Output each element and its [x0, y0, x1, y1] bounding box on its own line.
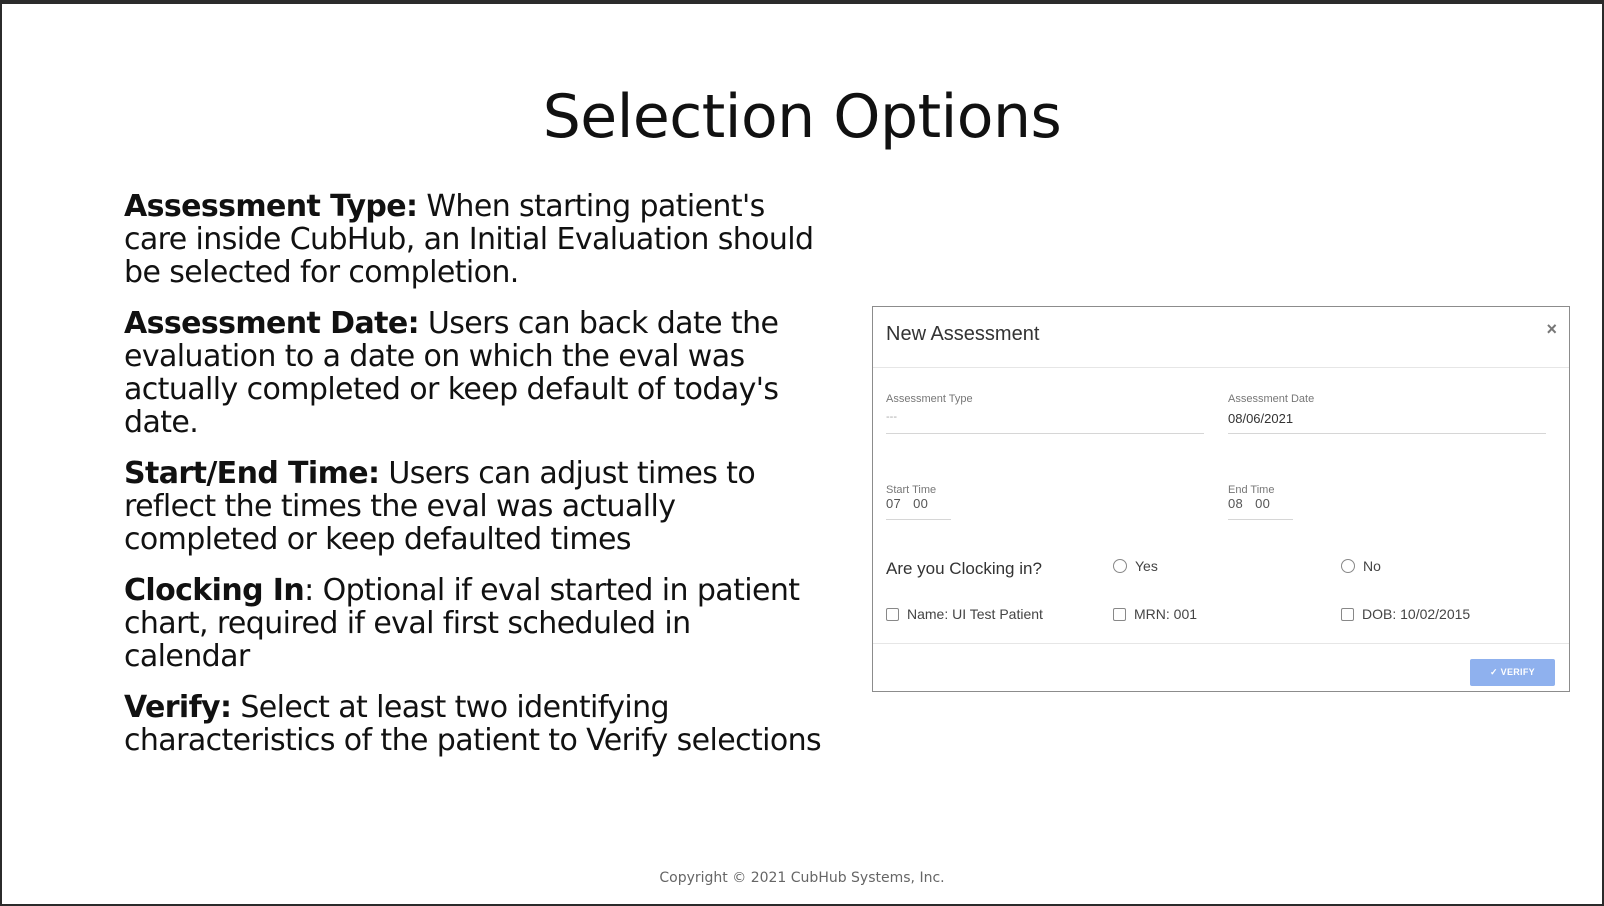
assessment-date-input[interactable]: [1228, 393, 1546, 434]
checkbox-name-label: Name: UI Test Patient: [907, 606, 1043, 622]
assessment-date-label: Assessment Date: [1228, 393, 1315, 405]
radio-yes[interactable]: [1113, 558, 1158, 574]
end-time-value: [1228, 496, 1293, 520]
bullet-text: Users can back date the evaluation to a date on which the eval was actually completed or keep default of today's date.: [124, 306, 779, 440]
bullet-term: Start/End Time:: [124, 456, 380, 491]
start-time-hour[interactable]: 07: [886, 496, 902, 511]
end-time-hour[interactable]: 08: [1228, 496, 1244, 511]
bullet-list: [124, 190, 824, 775]
start-time-input[interactable]: [886, 484, 951, 520]
end-time-input[interactable]: [1228, 484, 1293, 520]
bullet-term: Clocking In: [124, 573, 305, 608]
start-time-value: [886, 496, 951, 520]
checkbox-icon: [886, 608, 899, 621]
close-icon[interactable]: ×: [1546, 319, 1557, 339]
dialog-header: [873, 307, 1569, 368]
bullet-text: : Optional if eval started in patient chart, required if eval first scheduled in calendar: [124, 573, 800, 674]
clocking-in-question: Are you Clocking in?: [886, 559, 1042, 578]
checkbox-dob-label: DOB: 10/02/2015: [1362, 606, 1471, 622]
bullet-assessment-date: [124, 307, 824, 439]
radio-yes-label: Yes: [1135, 558, 1158, 574]
bullet-start-end-time: [124, 457, 824, 556]
assessment-date-value: 08/06/2021: [1228, 405, 1546, 434]
radio-circle-icon: [1113, 559, 1127, 573]
checkbox-mrn[interactable]: [1113, 606, 1197, 622]
bullet-text: When starting patient's care inside CubHub, an Initial Evaluation should be selected for completion.: [124, 189, 814, 290]
verify-button[interactable]: ✓ VERIFY: [1470, 659, 1555, 686]
dialog-footer-divider: [873, 643, 1569, 644]
bullet-clocking-in: [124, 574, 824, 673]
checkbox-dob[interactable]: [1341, 606, 1470, 622]
dialog-title: New Assessment: [886, 323, 1040, 345]
bullet-verify: [124, 691, 824, 757]
start-time-label: Start Time: [886, 484, 937, 496]
radio-no[interactable]: [1341, 558, 1381, 574]
assessment-type-value: ---: [886, 405, 1204, 434]
assessment-type-select[interactable]: [886, 393, 1204, 434]
bullet-term: Assessment Type:: [124, 189, 418, 224]
radio-circle-icon: [1341, 559, 1355, 573]
end-time-label: End Time: [1228, 484, 1275, 496]
start-time-minute[interactable]: 00: [913, 496, 929, 511]
new-assessment-dialog: [872, 306, 1570, 692]
end-time-minute[interactable]: 00: [1255, 496, 1271, 511]
copyright-footer: Copyright © 2021 CubHub Systems, Inc.: [659, 870, 945, 886]
slide-title: Selection Options: [542, 82, 1062, 152]
slide: [2, 4, 1602, 904]
bullet-text: Select at least two identifying characteristics of the patient to Verify selections: [124, 690, 822, 758]
checkbox-mrn-label: MRN: 001: [1134, 606, 1198, 622]
bullet-text: Users can adjust times to reflect the times the eval was actually completed or keep defaulted times: [124, 456, 756, 557]
bullet-term: Assessment Date:: [124, 306, 419, 341]
bullet-term: Verify:: [124, 690, 232, 725]
checkbox-icon: [1341, 608, 1354, 621]
radio-no-label: No: [1363, 558, 1381, 574]
checkbox-name[interactable]: [886, 606, 1043, 622]
checkbox-icon: [1113, 608, 1126, 621]
bullet-assessment-type: [124, 190, 824, 289]
assessment-type-label: Assessment Type: [886, 393, 973, 405]
